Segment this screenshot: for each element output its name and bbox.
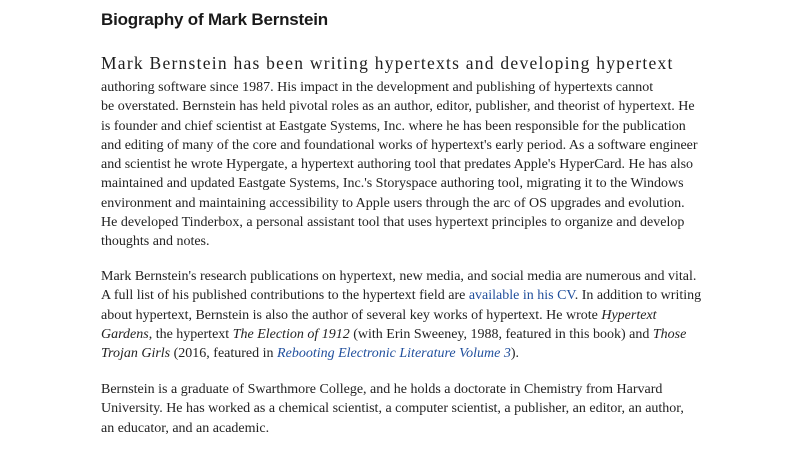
text-line: Mark Bernstein's research publications on hypertext, new media, and social media are numerous and vital. xyxy=(101,269,697,284)
text-span: (2016, featured in xyxy=(170,346,278,361)
text-line xyxy=(101,344,706,363)
lead-sentence: Mark Bernstein has been writing hypertexts and developing hypertext xyxy=(101,53,674,73)
text-line: environment and maintaining accessibility to Apple users through the arc of OS upgrades and evolution. xyxy=(101,195,685,211)
work-title-those-trojan-girls: Those xyxy=(652,326,687,342)
cv-link[interactable]: available in his CV xyxy=(468,288,575,304)
rebooting-elit-link[interactable] xyxy=(277,346,511,361)
paragraph-publications xyxy=(101,267,706,363)
text-line: maintained and updated Eastgate Systems, Inc.'s Storyspace authoring tool, migrating it to the Windows xyxy=(101,176,684,192)
text-line: and editing of many of the core and foundational works of hypertext's early period. As a software engineer xyxy=(101,137,698,153)
text-line: is founder and chief scientist at Eastgate Systems, Inc. where he has been responsible for the publication xyxy=(101,118,686,134)
text-span: ). xyxy=(510,346,520,361)
paragraph-education xyxy=(101,380,706,438)
text-line: authoring software since 1987. His impact in the development and publishing of hypertexts cannot xyxy=(101,80,654,95)
work-title-those-trojan-girls-cont: Trojan Girls xyxy=(101,346,171,361)
text-line: University. He has worked as a chemical scientist, a computer scientist, a publisher, an editor, an author, xyxy=(101,401,684,417)
text-line: He developed Tinderbox, a personal assistant tool that uses hypertext principles to organize and develop xyxy=(101,214,685,230)
rebooting-elit-title[interactable]: Rebooting Electronic Literature Volume 3 xyxy=(277,346,511,361)
work-title-hypertext-gardens-cont: Gardens xyxy=(101,326,149,342)
text-span: about hypertext, Bernstein is also the author of several key works of hypertext. He wrote xyxy=(101,307,602,323)
text-line xyxy=(101,286,706,305)
page-title: Biography of Mark Bernstein xyxy=(101,10,328,29)
text-span: . In addition to writing xyxy=(574,288,702,304)
text-line: and scientist he wrote Hypergate, a hypertext authoring tool that predates Apple's HyperCard. He has also xyxy=(101,157,694,172)
work-title-election-1912: The Election of 1912 xyxy=(232,326,350,342)
paragraph-intro xyxy=(101,78,706,251)
text-line xyxy=(101,325,706,344)
text-line: be overstated. Bernstein has held pivotal roles as an author, editor, publisher, and theorist of hypertext. He xyxy=(101,99,695,115)
text-line: thoughts and notes. xyxy=(101,234,210,249)
text-line: Bernstein is a graduate of Swarthmore College, and he holds a doctorate in Chemistry from Harvard xyxy=(101,382,663,397)
text-span: , the hypertext xyxy=(148,326,233,342)
text-line xyxy=(101,306,706,325)
text-span: (with Erin Sweeney, 1988, featured in this book) and xyxy=(349,326,653,342)
work-title-hypertext-gardens: Hypertext xyxy=(601,307,657,323)
text-line: an educator, and an academic. xyxy=(101,420,270,436)
text-span: A full list of his published contributions to the hypertext field are xyxy=(101,288,469,304)
